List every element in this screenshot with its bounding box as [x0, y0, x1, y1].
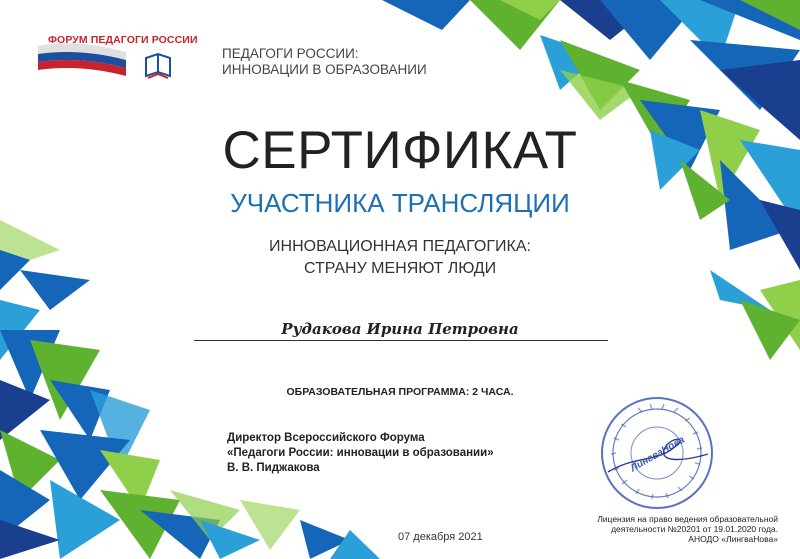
event-name-line1: ИННОВАЦИОННАЯ ПЕДАГОГИКА: — [269, 238, 531, 255]
event-name — [0, 236, 800, 280]
license-line3: АНОДО «ЛингваНова» — [688, 534, 778, 544]
forum-name — [222, 46, 427, 78]
certificate-title: СЕРТИФИКАТ — [222, 121, 578, 180]
director-title: Директор Всероссийского Форума — [227, 432, 425, 444]
director-signature-block — [227, 431, 494, 476]
license-line1: Лицензия на право ведения образовательной — [597, 514, 778, 524]
name-underline — [194, 340, 608, 341]
issue-date: 07 декабря 2021 — [398, 531, 483, 543]
event-name-line2: СТРАНУ МЕНЯЮТ ЛЮДИ — [303, 260, 497, 277]
stamp-center-text: ЛингваНова — [628, 434, 687, 475]
certificate-subtitle: УЧАСТНИКА ТРАНСЛЯЦИИ — [230, 188, 570, 218]
director-name: В. В. Пиджакова — [227, 462, 320, 474]
director-organization: «Педагоги России: инновации в образовании» — [227, 447, 494, 459]
recipient-name: Рудакова Ирина Петровна — [281, 320, 519, 338]
official-stamp — [598, 394, 716, 512]
forum-name-line2: ИННОВАЦИИ В ОБРАЗОВАНИИ — [222, 62, 427, 77]
license-info — [597, 514, 778, 544]
logo-text: ФОРУМ ПЕДАГОГИ РОССИИ — [48, 34, 198, 46]
forum-name-line1: ПЕДАГОГИ РОССИИ: — [222, 46, 359, 61]
license-line2: деятельности №20201 от 19.01.2020 года. — [611, 524, 778, 534]
program-hours: ОБРАЗОВАТЕЛЬНАЯ ПРОГРАММА: 2 ЧАСА. — [286, 386, 514, 398]
